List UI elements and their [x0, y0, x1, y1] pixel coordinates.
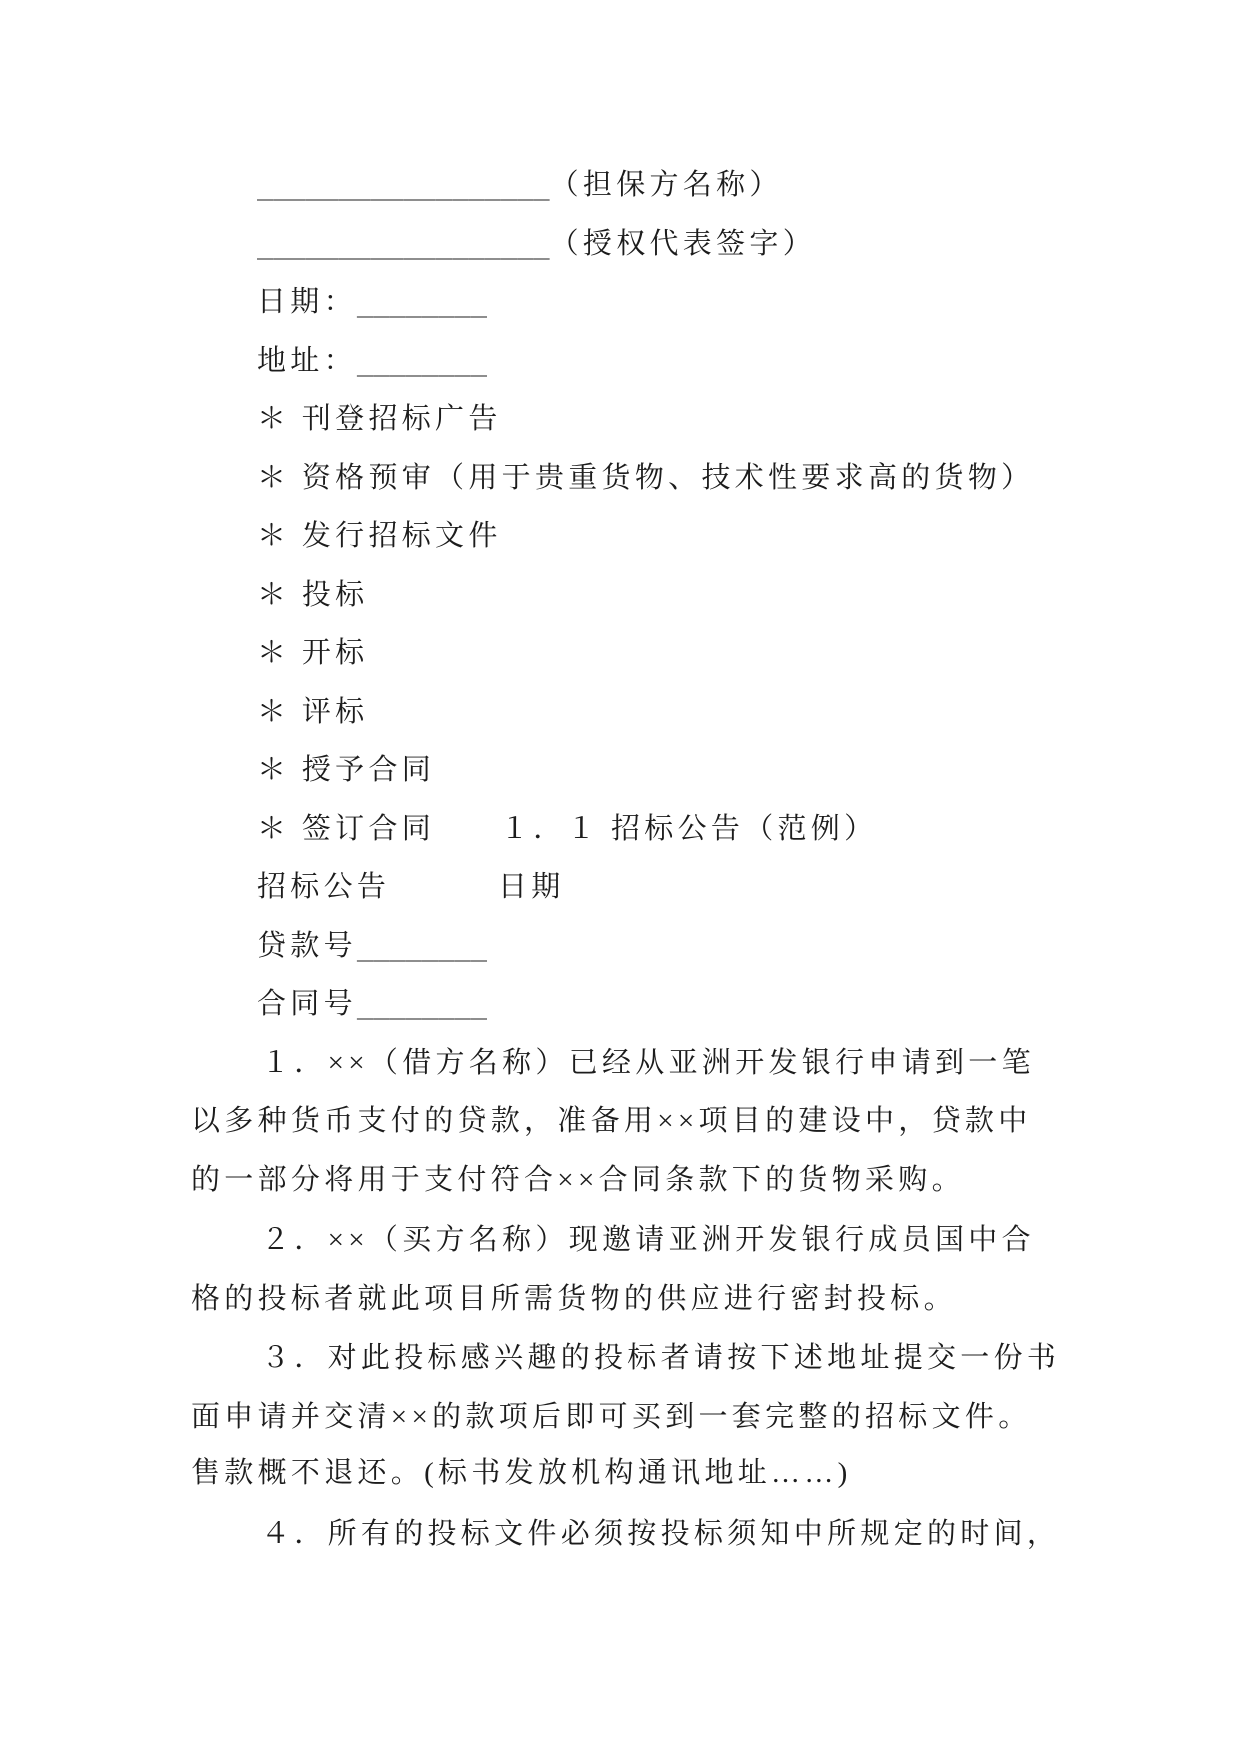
guarantor-name-blank: __________________	[257, 170, 550, 201]
section-title: 招标公告（范例）	[611, 812, 878, 845]
representative-signature-blank: __________________	[257, 228, 550, 260]
guarantor-name-line	[257, 156, 783, 215]
procedure-step: ＊ 资格预审（用于贵重货物、技术性要求高的货物）	[257, 461, 1035, 494]
procedure-step: ＊ 开标	[257, 637, 369, 669]
loan-number-label: 贷款号	[257, 929, 357, 962]
procedure-step: ＊ 授予合同	[257, 754, 436, 786]
paragraph-4-line: ４．所有的投标文件必须按投标须知中所规定的时间，	[261, 1518, 1061, 1550]
paragraph-1-line: 以多种货币支付的贷款，准备用××项目的建设中，贷款中	[191, 1105, 1032, 1137]
contract-number-blank: ________	[356, 989, 487, 1020]
paragraph-2-line: 格的投标者就此项目所需货物的供应进行密封投标。	[191, 1282, 957, 1315]
procedure-step: ＊ 评标	[257, 695, 369, 728]
step-and-section-line	[0, 800, 1241, 859]
signature-date-blank: ________	[356, 287, 487, 318]
notice-heading-line	[0, 858, 1241, 917]
section-number: １．１	[500, 812, 600, 845]
procedure-step: ＊ 发行招标文件	[257, 520, 502, 552]
paragraph-3-line: 面申请并交清××的款项后即可买到一套完整的招标文件。	[191, 1400, 1032, 1433]
paragraph-1-line: １．××（借方名称）已经从亚洲开发银行申请到一笔	[261, 1046, 1035, 1079]
signature-date-line	[257, 273, 487, 332]
signature-address-label: 地址：	[257, 344, 357, 377]
signature-address-line	[257, 332, 487, 391]
loan-number-blank: ________	[356, 930, 487, 962]
notice-date-label: 日期	[498, 871, 565, 903]
paragraph-2-line: ２．××（买方名称）现邀请亚洲开发银行成员国中合	[261, 1224, 1035, 1256]
paragraph-3-line: ３．对此投标感兴趣的投标者请按下述地址提交一份书	[261, 1342, 1061, 1374]
paragraph-3-line: 售款概不退还。(标书发放机构通讯地址……)	[191, 1457, 852, 1489]
guarantor-name-label: （担保方名称）	[549, 169, 783, 201]
procedure-step: ＊ 投标	[257, 578, 369, 611]
procedure-step: ＊ 签订合同	[257, 812, 436, 845]
signature-address-blank: ________	[356, 345, 487, 377]
contract-number-label: 合同号	[257, 988, 357, 1020]
loan-number-line	[257, 917, 487, 976]
representative-signature-label: （授权代表签字）	[549, 227, 817, 260]
paragraph-1-line: 的一部分将用于支付符合××合同条款下的货物采购。	[191, 1163, 965, 1196]
notice-heading: 招标公告	[257, 871, 391, 903]
procedure-step: ＊ 刊登招标广告	[257, 403, 502, 435]
contract-number-line	[257, 975, 487, 1034]
signature-date-label: 日期：	[257, 286, 357, 318]
representative-signature-line	[257, 215, 816, 274]
